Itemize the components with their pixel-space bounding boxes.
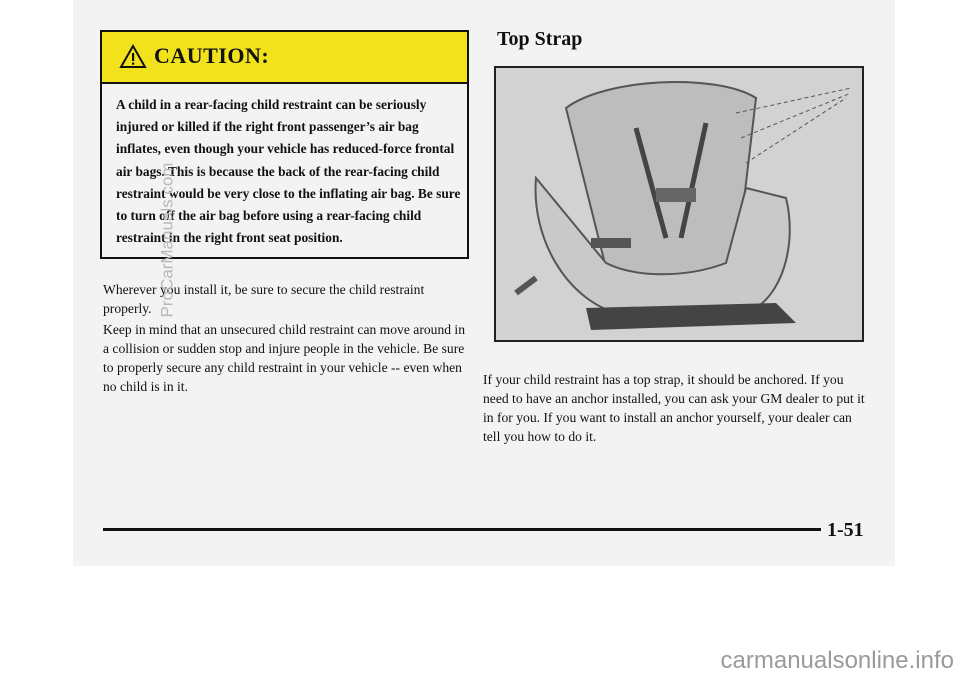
caution-box — [100, 30, 469, 259]
caution-title: CAUTION: — [154, 43, 270, 68]
caution-text: A child in a rear-facing child restraint can be seriously injured or killed if the right front passenger’s air bag inflates, even though your vehicle has reduced-force frontal air bags. This is because the back of the rear-facing child restraint would be very close to the inflating air bag. Be sure to turn off the air bag before using a rear-facing child restraint in the right front seat position. — [116, 97, 461, 246]
page-number: 1-51 — [827, 519, 864, 541]
warning-triangle-icon — [119, 44, 147, 69]
section-title: Top Strap — [497, 28, 583, 50]
footer-rule — [103, 528, 821, 531]
paragraph-top-strap: If your child restraint has a top strap, it should be anchored. If you need to have an anchor installed, you can ask your GM dealer to put it in for you. If you want to install an anchor yourself, your dealer can tell you how to do it. — [483, 372, 865, 444]
side-watermark: ProCarManuals.com — [157, 162, 177, 318]
paragraph-unsecured-restraint: Keep in mind that an unsecured child restraint can move around in a collision or sudden stop and injure people in the vehicle. Be sure to properly secure any child restraint in your vehicle -- even when no child is in it. — [103, 322, 466, 394]
caution-header — [102, 32, 467, 84]
child-seat-illustration — [494, 66, 864, 342]
child-seat-drawing — [496, 68, 862, 340]
paragraph-secure-restraint: Wherever you install it, be sure to secure the child restraint properly. — [103, 282, 425, 316]
bottom-watermark: carmanualsonline.info — [720, 647, 954, 674]
